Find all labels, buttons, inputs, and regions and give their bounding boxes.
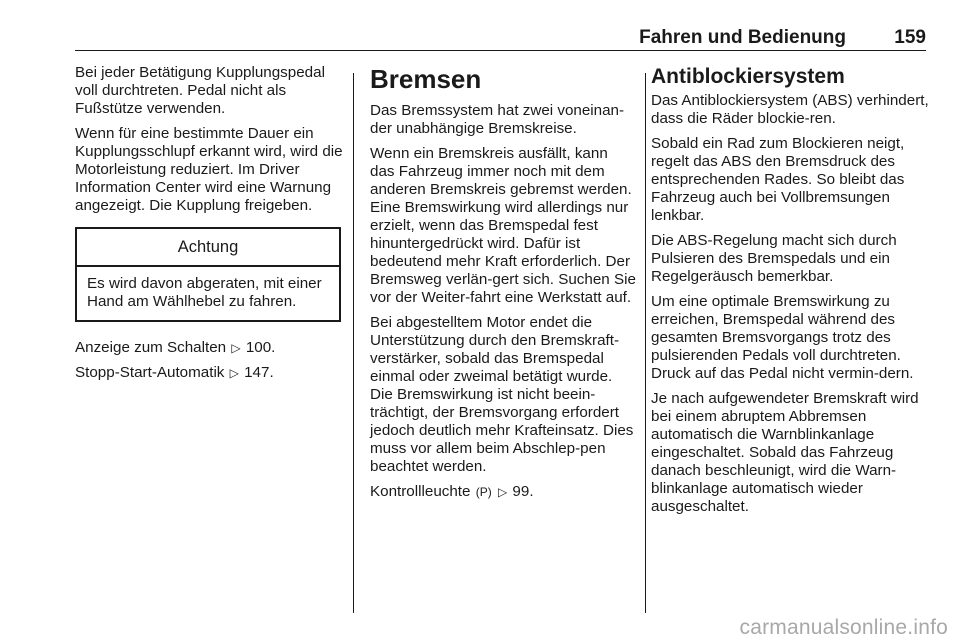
paragraph: Wenn für eine bestimmte Dauer ein Kupplungsschlupf erkannt wird, wird die Motorleistung reduziert. Im Driver Information Center wird eine Warnung angezeigt. Die Kupplung freigeben. xyxy=(75,125,343,214)
column-1 xyxy=(75,64,343,389)
page-number: 159 xyxy=(894,27,926,48)
paragraph: Das Bremssystem hat zwei voneinan-der unabhängige Bremskreise. xyxy=(370,102,625,137)
section-heading: Antiblockiersystem xyxy=(651,65,845,88)
paragraph: Bei jeder Betätigung Kupplungspedal voll durchtreten. Pedal nicht als Fußstütze verwenden. xyxy=(75,64,325,117)
column-divider-left xyxy=(353,73,354,613)
paragraph: Sobald ein Rad zum Blockieren neigt, regelt das ABS den Bremsdruck des entsprechenden Rades. So bleibt das Fahrzeug auch bei Vollbremsungen lenkbar. xyxy=(651,135,905,224)
reference-page[interactable]: 147. xyxy=(244,364,274,381)
reference-page[interactable]: 99. xyxy=(512,483,534,500)
cross-reference[interactable] xyxy=(370,483,636,501)
page-reference-arrow-icon: ▷ xyxy=(229,366,239,380)
header-rule xyxy=(75,50,926,51)
watermark: carmanualsonline.info xyxy=(739,616,948,639)
page-header xyxy=(75,26,926,50)
cross-reference[interactable] xyxy=(75,339,343,357)
column-3 xyxy=(651,64,931,523)
column-divider-right xyxy=(645,73,646,613)
reference-label: Anzeige zum Schalten xyxy=(75,339,227,356)
reference-page[interactable]: 100. xyxy=(245,339,276,356)
paragraph: Die ABS-Regelung macht sich durch Pulsieren des Bremspedals und ein Regelgeräusch bemerkbar. xyxy=(651,232,897,285)
paragraph: Das Antiblockiersystem (ABS) verhindert, dass die Räder blockie-ren. xyxy=(651,92,929,127)
paragraph: Bei abgestelltem Motor endet die Unterstützung durch den Bremskraft-verstärker, sobald das Bremspedal einmal oder zweimal betätigt wurde. Die Bremswirkung ist nicht beein-trächtigt, der Bremsvorgang erfordert jedoch deutlich mehr Krafteinsatz. Dies muss vor allem beim Abschlep-pen beachtet werden. xyxy=(370,314,634,475)
column-2 xyxy=(370,64,636,508)
warning-text: Es wird davon abgeraten, mit einer Hand am Wählhebel zu fahren. xyxy=(87,275,322,310)
warning-box xyxy=(75,227,341,322)
section-title: Fahren und Bedienung xyxy=(639,27,846,48)
reference-label: Kontrollleuchte xyxy=(370,483,471,500)
paragraph: Wenn ein Bremskreis ausfällt, kann das Fahrzeug immer noch mit dem anderen Bremskreis gebremst werden. Eine Bremswirkung wird allerdings nur erzielt, wenn das Bremspedal fest hinuntergedrückt wird. Dafür ist bedeutend mehr Kraft erforderlich. Der Bremsweg verlän-gert sich. Suchen Sie vor der Weiter-fahrt eine Werkstatt auf. xyxy=(370,145,636,306)
paragraph: Um eine optimale Bremswirkung zu erreichen, Bremspedal während des gesamten Bremsvorgangs trotz des pulsierenden Pedals voll durchtreten. Druck auf das Pedal nicht vermin-dern. xyxy=(651,293,914,382)
page-reference-arrow-icon: ▷ xyxy=(231,341,241,355)
reference-label: Stopp-Start-Automatik xyxy=(75,364,225,381)
cross-reference[interactable] xyxy=(75,364,343,382)
paragraph: Je nach aufgewendeter Bremskraft wird bei einem abruptem Abbremsen automatisch die Warnblinkanlage eingeschaltet. Sobald das Fahrzeug danach beschleunigt, wird die Warn-blinkanlage automatisch wieder ausgeschaltet. xyxy=(651,390,919,515)
warning-title: Achtung xyxy=(77,229,339,267)
section-heading: Bremsen xyxy=(370,64,482,94)
brake-warning-lamp-icon: (P) xyxy=(475,485,492,499)
page-reference-arrow-icon: ▷ xyxy=(497,485,508,499)
